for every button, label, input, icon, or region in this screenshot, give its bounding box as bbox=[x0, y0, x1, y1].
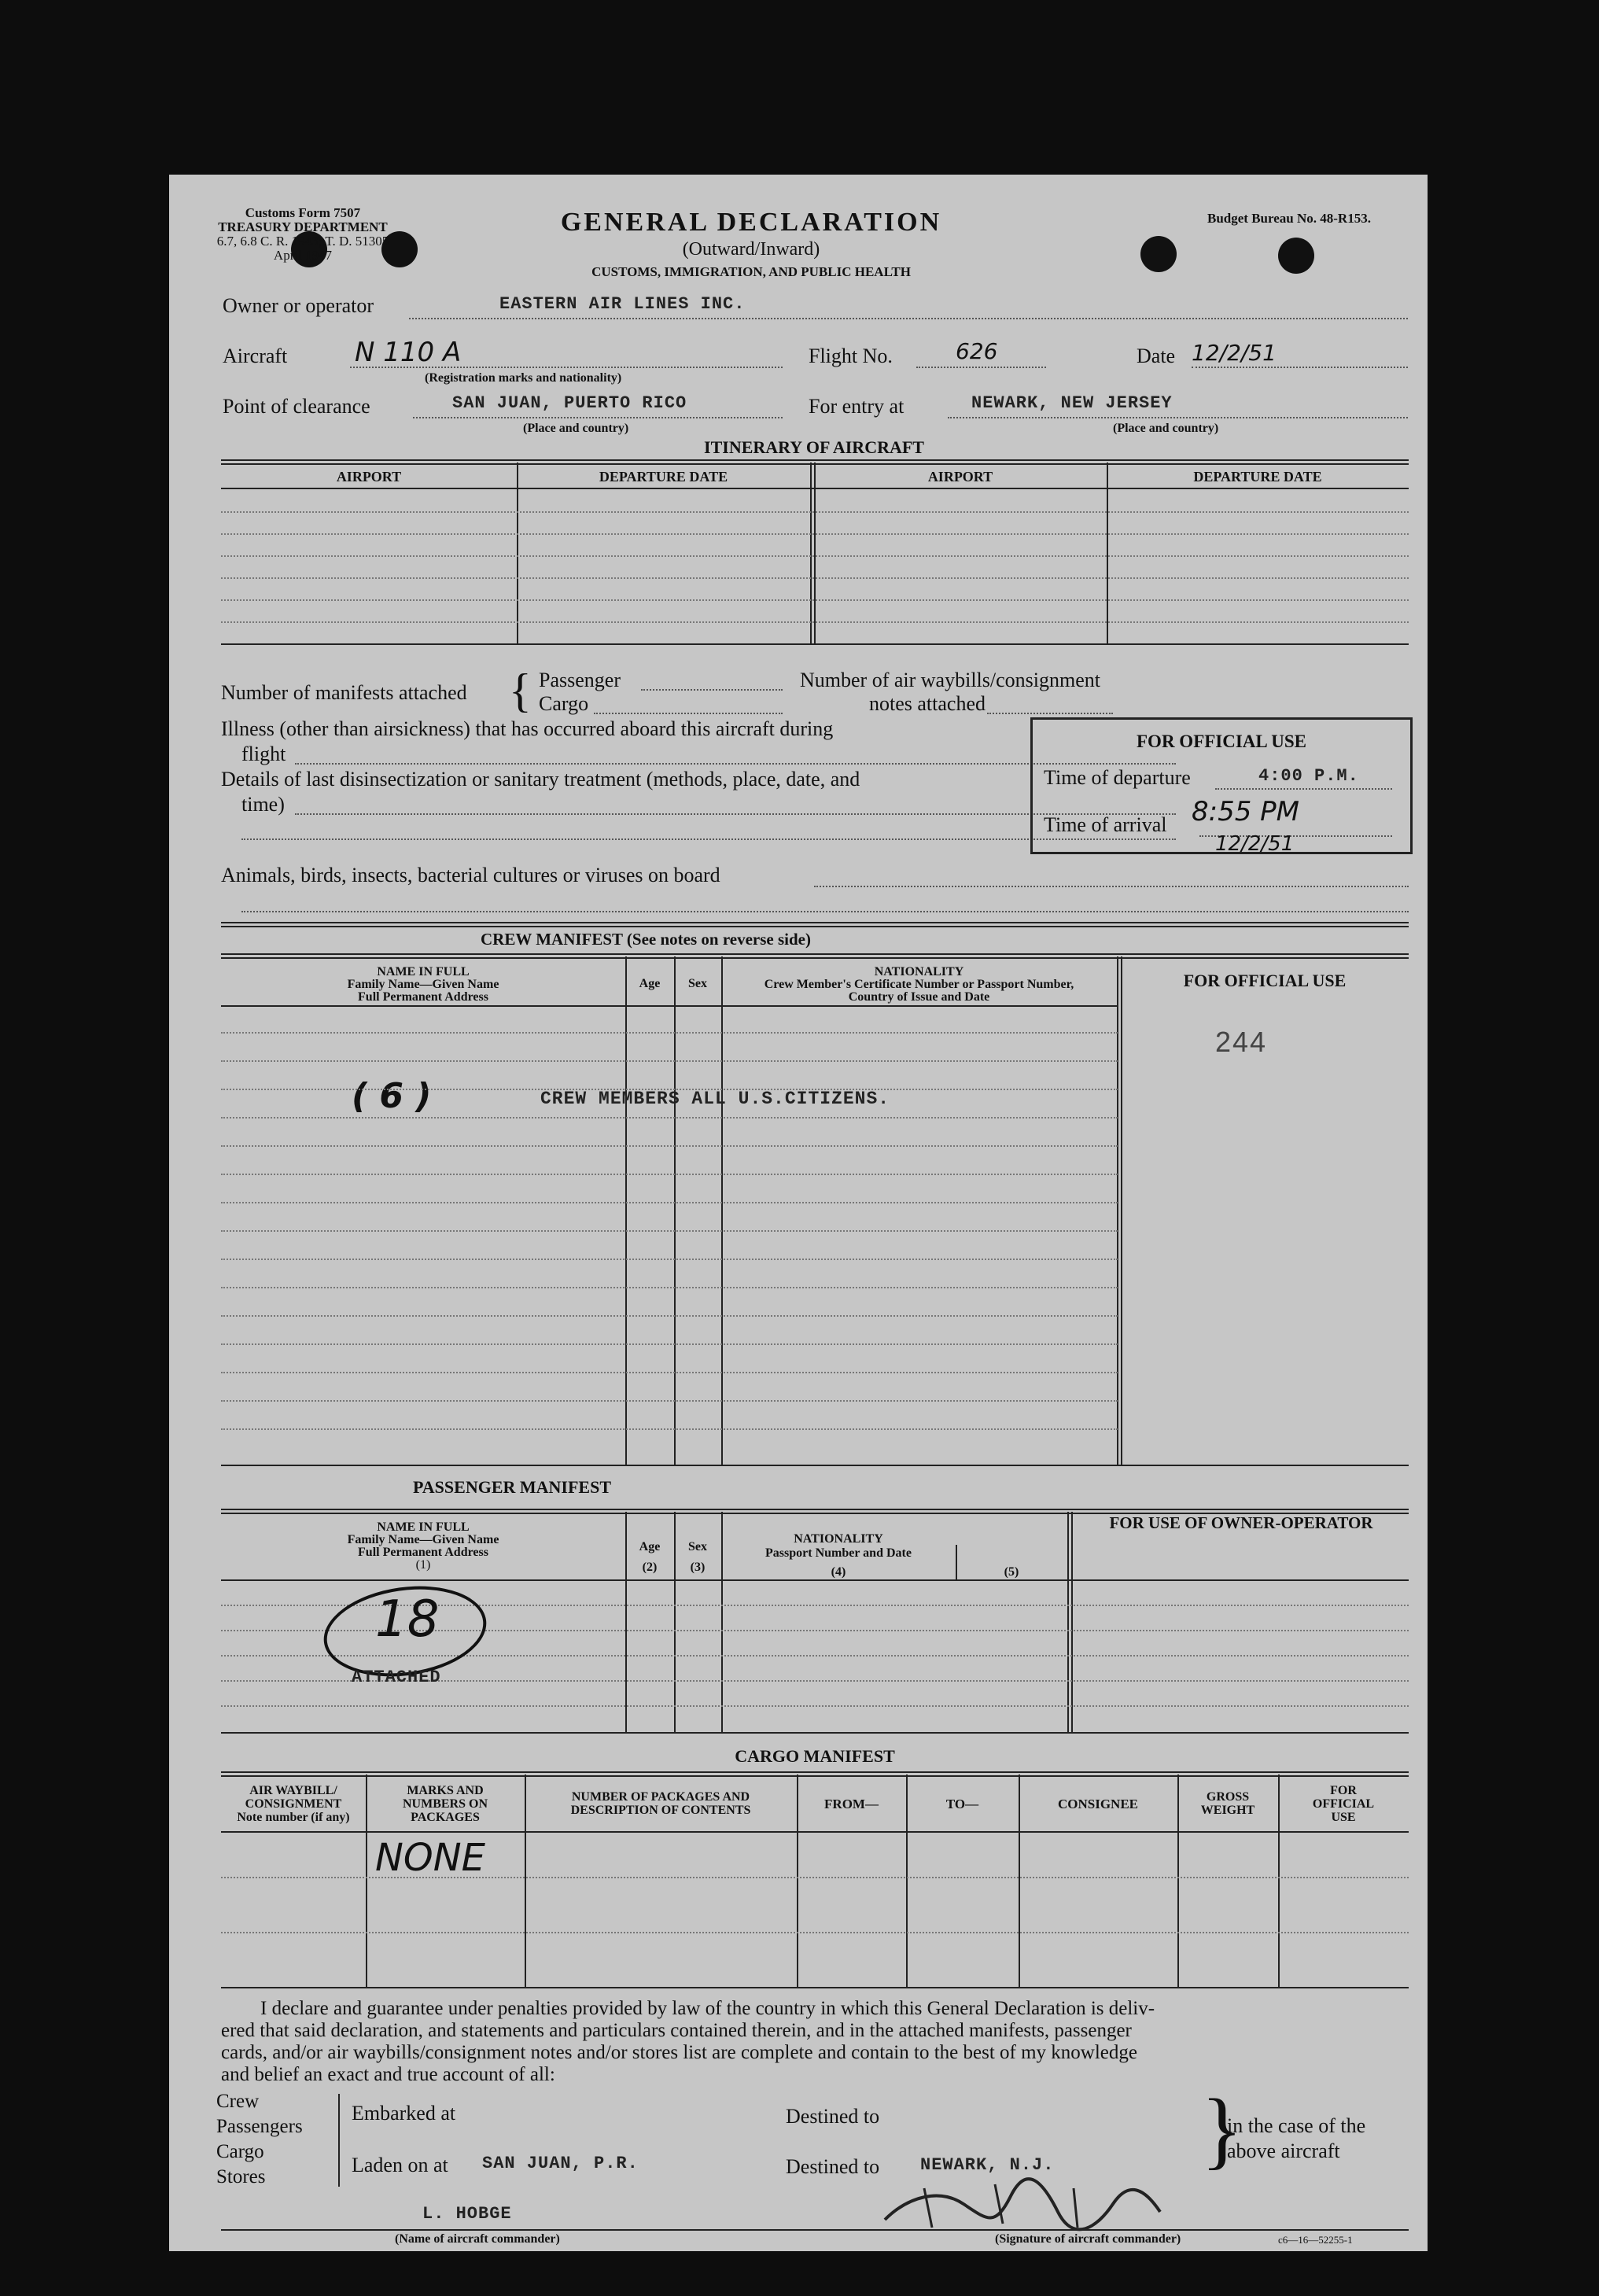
crew-col-name-3: Full Permanent Address bbox=[358, 990, 488, 1004]
cargo-col-marks bbox=[366, 1784, 525, 1824]
crew-manifest-title: CREW MANIFEST (See notes on reverse side) bbox=[481, 930, 811, 949]
crew-official-stamp: 244 bbox=[1215, 1026, 1268, 1058]
form-code: c6—16—52255-1 bbox=[1278, 2234, 1353, 2246]
cargo-manifest-title: CARGO MANIFEST bbox=[735, 1746, 895, 1766]
declaration-items bbox=[216, 2089, 303, 2190]
declaration-line-2: ered that said declaration, and statements and particulars contained therein, and in the attached manifests, passenger bbox=[221, 2020, 1132, 2041]
date-value: 12/2/51 bbox=[1192, 340, 1277, 366]
commander-signature bbox=[877, 2173, 1176, 2235]
cargo-col-waybill-1: AIR WAYBILL/ bbox=[249, 1784, 337, 1797]
crew-official-use: FOR OFFICIAL USE bbox=[1183, 971, 1347, 990]
cargo-col-official bbox=[1278, 1784, 1409, 1824]
arrival-time-label: Time of arrival bbox=[1044, 813, 1167, 836]
crew-col-name-2: Family Name—Given Name bbox=[347, 978, 499, 991]
cargo-col-waybill-3: Note number (if any) bbox=[237, 1811, 350, 1824]
date-label: Date bbox=[1137, 345, 1176, 367]
regulation-reference: 6.7, 6.8 C. R. 1943; T. D. 51305 bbox=[216, 234, 389, 249]
crew-count: ( 6 ) bbox=[352, 1076, 432, 1116]
passenger-col-num-1: (1) bbox=[415, 1558, 431, 1572]
waybills-label: Number of air waybills/consignment bbox=[800, 669, 1100, 691]
departure-time-label: Time of departure bbox=[1044, 766, 1191, 789]
treasury-department: TREASURY DEPARTMENT bbox=[218, 219, 388, 234]
case-label-2: above aircraft bbox=[1227, 2139, 1340, 2162]
owner-value: EASTERN AIR LINES INC. bbox=[499, 294, 746, 314]
item-crew: Crew bbox=[216, 2091, 260, 2112]
aircraft-value: N 110 A bbox=[355, 337, 462, 368]
passenger-col-name-3: Full Permanent Address bbox=[358, 1546, 488, 1559]
passenger-col-name-2: Family Name—Given Name bbox=[347, 1533, 499, 1546]
case-brace: } bbox=[1201, 2081, 1243, 2177]
departure-time-value: 4:00 P.M. bbox=[1258, 766, 1359, 786]
form-subtitle-2: CUSTOMS, IMMIGRATION, AND PUBLIC HEALTH bbox=[591, 264, 911, 279]
manifests-label: Number of manifests attached bbox=[221, 681, 467, 704]
customs-form-number: Customs Form 7507 bbox=[245, 205, 361, 220]
declaration-text bbox=[221, 1998, 1409, 2086]
cargo-col-official-2: OFFICIAL bbox=[1312, 1797, 1375, 1811]
itinerary-col-airport-2: AIRPORT bbox=[927, 469, 993, 485]
passenger-col-age-label: Age bbox=[639, 1540, 661, 1553]
cargo-col-from: FROM— bbox=[824, 1797, 879, 1811]
owner-operator-use: FOR USE OF OWNER-OPERATOR bbox=[1109, 1513, 1373, 1532]
laden-label: Laden on at bbox=[352, 2154, 448, 2176]
arrival-date-value: 12/2/51 bbox=[1215, 832, 1295, 856]
declaration-line-4: and belief an exact and true account of all: bbox=[221, 2064, 555, 2085]
itinerary-col-airport-1: AIRPORT bbox=[336, 469, 402, 485]
destined-value: NEWARK, N.J. bbox=[920, 2155, 1055, 2175]
crew-col-sex: Sex bbox=[688, 977, 707, 990]
cargo-col-consignee: CONSIGNEE bbox=[1057, 1797, 1139, 1811]
cargo-col-packages-1: NUMBER OF PACKAGES AND bbox=[571, 1790, 750, 1804]
declaration-line-3: cards, and/or air waybills/consignment notes and/or stores list are complete and contain to the best of my knowledge bbox=[221, 2042, 1137, 2063]
illness-label: Illness (other than airsickness) that has occurred aboard this aircraft during bbox=[221, 717, 834, 740]
cargo-col-waybill bbox=[221, 1784, 366, 1824]
passenger-manifest-title: PASSENGER MANIFEST bbox=[412, 1477, 612, 1497]
passenger-label: Passenger bbox=[539, 669, 621, 691]
declaration-line-1: I declare and guarantee under penalties provided by law of the country in which this General Declaration is deliv- bbox=[260, 1998, 1155, 2019]
crew-col-age: Age bbox=[639, 977, 661, 990]
entry-value: NEWARK, NEW JERSEY bbox=[971, 393, 1173, 413]
passenger-col-nationality-2: Passport Number and Date bbox=[765, 1546, 912, 1560]
form-id-block bbox=[201, 206, 405, 263]
cargo-col-gross-2: WEIGHT bbox=[1200, 1804, 1255, 1817]
aircraft-label: Aircraft bbox=[223, 345, 288, 367]
passenger-col-sex bbox=[674, 1537, 721, 1578]
flight-value: 626 bbox=[956, 338, 998, 364]
commander-name-label: (Name of aircraft commander) bbox=[395, 2232, 560, 2246]
cargo-col-packages-2: DESCRIPTION OF CONTENTS bbox=[570, 1804, 751, 1817]
crew-col-nationality-1: NATIONALITY bbox=[874, 965, 964, 978]
flight-label: Flight No. bbox=[809, 345, 893, 367]
cargo-col-official-3: USE bbox=[1331, 1811, 1356, 1824]
crew-col-nationality-2: Crew Member's Certificate Number or Passport Number, bbox=[764, 978, 1074, 991]
official-use-title: FOR OFFICIAL USE bbox=[1137, 732, 1306, 751]
passenger-count: 18 bbox=[375, 1590, 440, 1649]
form-date: April 1947 bbox=[273, 248, 333, 263]
passenger-col-name bbox=[221, 1521, 625, 1572]
aircraft-note: (Registration marks and nationality) bbox=[425, 371, 622, 385]
item-cargo: Cargo bbox=[216, 2141, 264, 2162]
form-subtitle: (Outward/Inward) bbox=[682, 239, 820, 260]
cargo-col-marks-3: PACKAGES bbox=[411, 1811, 480, 1824]
itinerary-col-departure-1: DEPARTURE DATE bbox=[599, 469, 728, 485]
crew-col-name bbox=[221, 966, 625, 1004]
cargo-label: Cargo bbox=[539, 692, 589, 715]
illness-label-2: flight bbox=[241, 743, 286, 765]
clearance-value: SAN JUAN, PUERTO RICO bbox=[452, 393, 687, 413]
entry-note: (Place and country) bbox=[1113, 422, 1219, 435]
declaration-form bbox=[169, 175, 1428, 2251]
destined-label-2: Destined to bbox=[786, 2155, 880, 2178]
passenger-col-nationality bbox=[721, 1532, 956, 1579]
crew-col-nationality-3: Country of Issue and Date bbox=[848, 990, 990, 1004]
passenger-col-num-4: (4) bbox=[831, 1565, 846, 1579]
cargo-col-marks-2: NUMBERS ON bbox=[402, 1797, 488, 1811]
punch-hole bbox=[1140, 236, 1177, 272]
itinerary-title: ITINERARY OF AIRCRAFT bbox=[704, 437, 924, 457]
cargo-entry: NONE bbox=[375, 1836, 485, 1880]
passenger-col-num-3: (3) bbox=[690, 1561, 706, 1574]
passenger-attached: ATTACHED bbox=[352, 1668, 441, 1687]
passenger-col-age bbox=[625, 1537, 674, 1578]
passenger-col-num-2: (2) bbox=[642, 1561, 658, 1574]
form-title: GENERAL DECLARATION bbox=[560, 208, 942, 237]
entry-label: For entry at bbox=[809, 395, 905, 418]
arrival-time-value: 8:55 PM bbox=[1192, 796, 1299, 827]
punch-hole bbox=[1278, 238, 1314, 274]
crew-entry: CREW MEMBERS ALL U.S.CITIZENS. bbox=[540, 1089, 890, 1109]
cargo-col-gross-1: GROSS bbox=[1206, 1790, 1250, 1804]
itinerary-col-departure-2: DEPARTURE DATE bbox=[1193, 469, 1322, 485]
cargo-col-official-1: FOR bbox=[1330, 1784, 1357, 1797]
disinsection-label-2: time) bbox=[241, 793, 285, 816]
disinsection-label: Details of last disinsectization or sanitary treatment (methods, place, date, and bbox=[221, 768, 860, 791]
embarked-label: Embarked at bbox=[352, 2102, 456, 2125]
cargo-col-gross-weight bbox=[1177, 1790, 1278, 1817]
signature-label: (Signature of aircraft commander) bbox=[995, 2232, 1181, 2246]
passenger-col-nationality-1: NATIONALITY bbox=[794, 1532, 883, 1546]
crew-col-name-1: NAME IN FULL bbox=[377, 965, 470, 978]
crew-col-nationality bbox=[721, 966, 1117, 1004]
budget-bureau-number: Budget Bureau No. 48-R153. bbox=[1207, 211, 1371, 226]
passenger-col-name-1: NAME IN FULL bbox=[377, 1520, 470, 1534]
clearance-label: Point of clearance bbox=[223, 395, 370, 418]
commander-name: L. HOBGE bbox=[422, 2204, 512, 2224]
manifests-brace: { bbox=[509, 665, 532, 717]
cargo-col-packages bbox=[525, 1790, 797, 1817]
waybills-label-2: notes attached bbox=[869, 692, 986, 715]
passenger-col-sex-label: Sex bbox=[688, 1540, 707, 1553]
cargo-col-waybill-2: CONSIGNMENT bbox=[245, 1797, 342, 1811]
item-passengers: Passengers bbox=[216, 2116, 303, 2137]
case-label-1: in the case of the bbox=[1227, 2114, 1366, 2137]
passenger-col-num-5: (5) bbox=[1004, 1565, 1019, 1579]
laden-value: SAN JUAN, P.R. bbox=[482, 2154, 639, 2173]
cargo-col-to: TO— bbox=[945, 1797, 979, 1811]
destined-label-1: Destined to bbox=[786, 2105, 880, 2128]
item-stores: Stores bbox=[216, 2166, 266, 2187]
owner-label: Owner or operator bbox=[223, 294, 374, 317]
cargo-col-marks-1: MARKS AND bbox=[407, 1784, 484, 1797]
clearance-note: (Place and country) bbox=[523, 422, 629, 435]
animals-label: Animals, birds, insects, bacterial cultures or viruses on board bbox=[221, 864, 720, 886]
